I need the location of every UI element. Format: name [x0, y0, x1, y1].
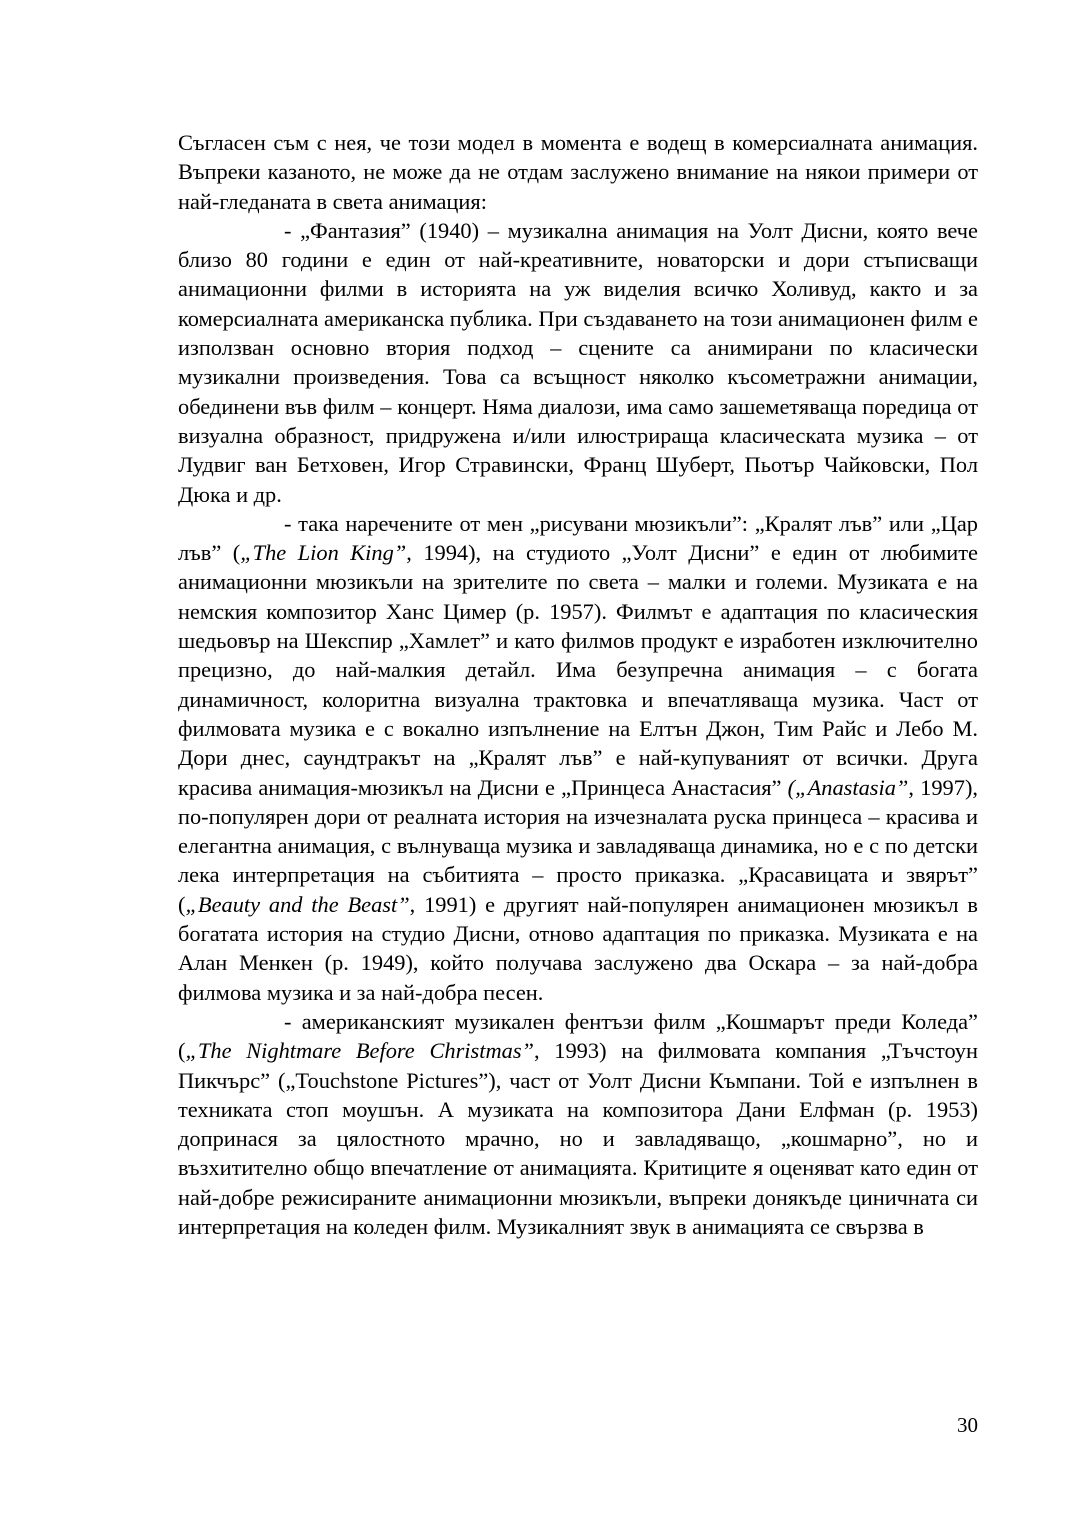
- text-segment: - американският музикален фентъзи филм „Кошмарът преди Коледа” (: [178, 1008, 978, 1064]
- page-number: 30: [957, 1413, 978, 1437]
- text-segment: , 1997), по-популярен дори от реалната история на изчезналата руска принцеса – красива и елегантна анимация, с вълнуваща музика и завладяваща динамика, но е с по детски лека интерпретация на събитията – просто приказка. „Красавицата и звярът” (: [178, 774, 979, 917]
- italic-title: „The Nightmare Before Christmas”: [185, 1038, 534, 1064]
- paragraph-musicals: [178, 509, 978, 1007]
- italic-title: („Anastasia”: [787, 774, 909, 800]
- paragraph-fantasia: [178, 216, 978, 509]
- paragraph-nightmare: [178, 1007, 978, 1241]
- italic-title: „Beauty and the Beast”: [185, 891, 410, 917]
- text-segment: - „Фантазия” (1940) – музикална анимация на Уолт Дисни, която вече близо 80 години е един от най-креативните, новаторски и дори стъписващи анимационни филми в историята на уж виделия всичко Холивуд, както и за комерсиалната американска публика. При създаването на този анимационен филм е използван основно втория подход – сцените са анимирани по класически музикални произведения. Това са всъщност няколко късометражни анимации, обединени във филм – концерт. Няма диалози, има само зашеметяваща поредица от визуална образност, придружена и/или илюстрираща класическата музика – от Лудвиг ван Бетховен, Игор Стравински, Франц Шуберт, Пьотър Чайковски, Пол Дюка и др.: [178, 217, 978, 507]
- text-segment: Съгласен съм с нея, че този модел в момента е водещ в комерсиалната анимация. Въпреки казаното, не може да не отдам заслужено внимание на някои примери от най-гледаната в света анимация:: [178, 130, 978, 214]
- body-text: [178, 128, 978, 1241]
- text-segment: , 1993) на филмовата компания „Тъчстоун Пикчърс” („Touchstone Pictures”), част от Уолт Дисни Къмпани. Той е изпълнен в техниката стоп моушън. А музиката на композитора Дани Елфман (р. 1953) допринася за цялостното мрачно, но и завладяващо, „кошмарно”, но и възхитително общо впечатление от анимацията. Критиците я оценяват като един от най-добре режисираните анимационни мюзикъли, въпреки донякъде циничната си интерпретация на коледен филм. Музикалният звук в анимацията се свързва в: [178, 1038, 978, 1239]
- text-segment: , 1991) е другият най-популярен анимационен мюзикъл в богатата история на студио Дисни, отново адаптация по приказка. Музиката е на Алан Менкен (р. 1949), който получава заслужено два Оскара – за най-добра филмова музика и за най-добра песен.: [178, 891, 978, 1005]
- text-segment: - така наречените от мен „рисувани мюзикъли”: „Кралят лъв” или „Цар лъв” (: [178, 510, 978, 566]
- text-segment: , 1994), на студиото „Уолт Дисни” е един от любимите анимационни мюзикъли на зрителите по света – малки и големи. Музиката е на немския композитор Ханс Цимер (р. 1957). Филмът е адаптация по класическия шедьовър на Шекспир „Хамлет” и като филмов продукт е изработен изключително прецизно, до най-малкия детайл. Има безупречна анимация – с богата динамичност, колоритна визуална трактовка и впечатляваща музика. Част от филмовата музика е с вокално изпълнение на Елтън Джон, Тим Райс и Лебо М. Дори днес, саундтракът на „Кралят лъв” е най-купуваният от всички. Друга красива анимация-мюзикъл на Дисни е „Принцеса Анастасия”: [178, 540, 978, 800]
- italic-title: „The Lion King”: [240, 540, 407, 566]
- paragraph-intro: [178, 128, 978, 216]
